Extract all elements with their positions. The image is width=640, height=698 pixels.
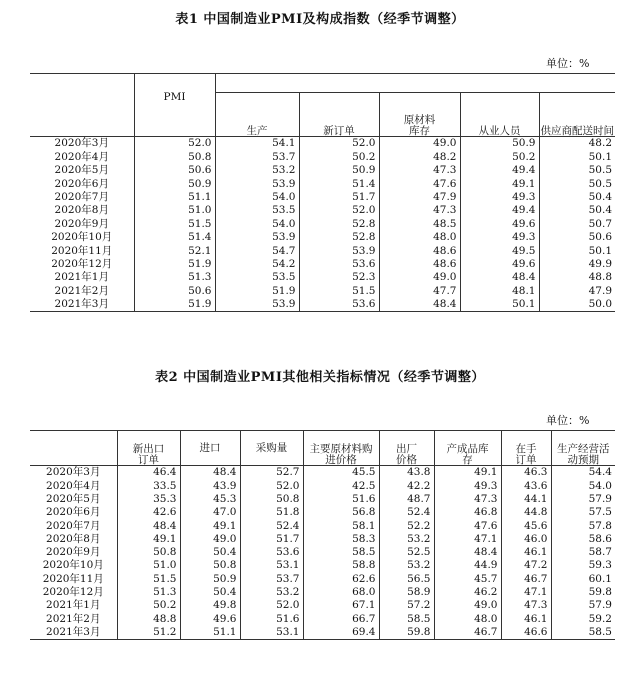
value-cell: 49.4 — [460, 204, 539, 217]
table2-row — [30, 546, 615, 559]
row-month-label: 2021年2月 — [54, 284, 109, 297]
value-cell: 46.4 — [117, 466, 180, 480]
table1-row — [30, 191, 615, 204]
value-cell: 50.6 — [134, 284, 215, 297]
value-cell: 56.5 — [379, 572, 434, 585]
value-cell: 50.4 — [539, 191, 615, 204]
row-month-label: 2021年3月 — [30, 298, 134, 312]
value-cell: 47.1 — [501, 586, 551, 599]
table2-row — [30, 572, 615, 585]
value-cell: 50.9 — [134, 177, 215, 190]
value-cell: 43.6 — [501, 479, 551, 492]
value-cell: 57.9 — [551, 599, 615, 612]
row-month-label: 2020年12月 — [51, 257, 113, 270]
header-supplier-delivery-time: 供应商配送时间 — [539, 93, 615, 137]
value-cell: 58.3 — [303, 532, 379, 545]
value-cell: 51.8 — [240, 506, 303, 519]
value-cell: 53.6 — [240, 546, 303, 559]
value-cell: 35.3 — [117, 493, 180, 506]
row-month-label: 2021年2月 — [46, 612, 101, 625]
row-month-label: 2020年8月 — [46, 532, 101, 545]
row-month-label: 2020年12月 — [42, 586, 104, 599]
value-cell: 50.4 — [539, 204, 615, 217]
value-cell: 51.0 — [117, 559, 180, 572]
value-cell: 51.7 — [240, 532, 303, 545]
value-cell: 46.3 — [501, 466, 551, 480]
table1-unit: 单位：% — [546, 57, 590, 70]
table2-row — [30, 586, 615, 599]
value-cell: 59.3 — [551, 559, 615, 572]
table1-row — [30, 177, 615, 190]
value-cell: 42.5 — [303, 479, 379, 492]
value-cell: 53.2 — [379, 559, 434, 572]
value-cell: 50.9 — [180, 572, 240, 585]
value-cell: 54.1 — [215, 137, 299, 151]
value-cell: 51.0 — [134, 204, 215, 217]
value-cell: 50.2 — [299, 150, 379, 163]
row-month-label: 2021年1月 — [46, 599, 101, 612]
table2-row — [30, 493, 615, 506]
header-production: 生产 — [215, 93, 299, 137]
value-cell: 58.6 — [551, 532, 615, 545]
value-cell: 51.6 — [240, 612, 303, 625]
value-cell: 58.5 — [551, 626, 615, 640]
value-cell: 48.0 — [379, 231, 460, 244]
value-cell: 58.5 — [303, 546, 379, 559]
value-cell: 51.5 — [117, 572, 180, 585]
value-cell: 51.9 — [215, 284, 299, 297]
value-cell: 47.9 — [539, 284, 615, 297]
value-cell: 51.5 — [299, 284, 379, 297]
row-month-label: 2020年5月 — [54, 164, 109, 177]
value-cell: 44.1 — [501, 493, 551, 506]
value-cell: 49.6 — [180, 612, 240, 625]
value-cell: 51.1 — [134, 191, 215, 204]
value-cell: 46.7 — [434, 626, 501, 640]
value-cell: 50.9 — [460, 137, 539, 151]
value-cell: 45.7 — [434, 572, 501, 585]
table1-corner — [30, 74, 134, 137]
value-cell: 54.0 — [551, 479, 615, 492]
table2-row — [30, 479, 615, 492]
value-cell: 50.8 — [180, 559, 240, 572]
row-month-label: 2020年3月 — [46, 466, 101, 479]
value-cell: 51.7 — [299, 191, 379, 204]
table2-title: 表2 中国制造业PMI其他相关指标情况（经季节调整） — [155, 370, 485, 385]
row-month-label: 2020年4月 — [46, 479, 101, 492]
table1-row — [30, 244, 615, 257]
value-cell: 50.9 — [299, 164, 379, 177]
value-cell: 54.0 — [215, 191, 299, 204]
value-cell: 54.4 — [551, 466, 615, 480]
value-cell: 52.5 — [379, 546, 434, 559]
value-cell: 49.1 — [180, 519, 240, 532]
value-cell: 49.1 — [117, 532, 180, 545]
table1-row — [30, 137, 615, 151]
value-cell: 68.0 — [303, 586, 379, 599]
row-month-label: 2021年3月 — [30, 626, 117, 640]
header-raw-material-inventory: 原材料库存 — [379, 93, 460, 137]
row-month-label: 2020年7月 — [46, 519, 101, 532]
value-cell: 49.1 — [460, 177, 539, 190]
value-cell: 49.5 — [460, 244, 539, 257]
value-cell: 49.0 — [379, 137, 460, 151]
value-cell: 49.3 — [434, 479, 501, 492]
table1-row — [30, 217, 615, 230]
header-raw-material-price: 主要原材料购进价格 — [303, 431, 379, 466]
value-cell: 54.0 — [215, 217, 299, 230]
value-cell: 50.4 — [180, 546, 240, 559]
value-cell: 48.4 — [434, 546, 501, 559]
table1-row — [30, 150, 615, 163]
row-month-label: 2020年11月 — [51, 244, 113, 257]
value-cell: 44.8 — [501, 506, 551, 519]
value-cell: 51.3 — [134, 271, 215, 284]
pmi-components-table — [30, 73, 615, 312]
value-cell: 50.1 — [460, 298, 539, 312]
value-cell: 48.4 — [460, 271, 539, 284]
value-cell: 53.5 — [215, 204, 299, 217]
header-new-orders: 新订单 — [299, 93, 379, 137]
value-cell: 47.0 — [180, 506, 240, 519]
value-cell: 46.8 — [434, 506, 501, 519]
value-cell: 43.9 — [180, 479, 240, 492]
value-cell: 47.6 — [379, 177, 460, 190]
header-group — [215, 74, 615, 93]
value-cell: 48.4 — [117, 519, 180, 532]
value-cell: 51.4 — [299, 177, 379, 190]
value-cell: 58.1 — [303, 519, 379, 532]
value-cell: 48.2 — [539, 137, 615, 151]
row-month-label: 2020年10月 — [51, 231, 113, 244]
table2-row — [30, 559, 615, 572]
table2-row — [30, 626, 615, 640]
value-cell: 47.3 — [379, 164, 460, 177]
value-cell: 52.8 — [299, 231, 379, 244]
value-cell: 49.4 — [460, 164, 539, 177]
value-cell: 46.1 — [501, 612, 551, 625]
table1-row — [30, 231, 615, 244]
value-cell: 52.1 — [134, 244, 215, 257]
value-cell: 52.8 — [299, 217, 379, 230]
value-cell: 53.2 — [215, 164, 299, 177]
value-cell: 53.6 — [299, 258, 379, 271]
value-cell: 48.2 — [379, 150, 460, 163]
row-month-label: 2020年5月 — [46, 492, 101, 505]
value-cell: 46.0 — [501, 532, 551, 545]
value-cell: 47.9 — [379, 191, 460, 204]
value-cell: 53.2 — [240, 586, 303, 599]
table2-row — [30, 612, 615, 625]
value-cell: 50.1 — [539, 150, 615, 163]
row-month-label: 2020年7月 — [54, 191, 109, 203]
value-cell: 50.5 — [539, 177, 615, 190]
value-cell: 47.3 — [501, 599, 551, 612]
value-cell: 49.1 — [434, 466, 501, 480]
value-cell: 53.9 — [215, 298, 299, 312]
value-cell: 48.7 — [379, 493, 434, 506]
value-cell: 52.4 — [379, 506, 434, 519]
value-cell: 53.6 — [299, 298, 379, 312]
value-cell: 45.3 — [180, 493, 240, 506]
table2-row — [30, 519, 615, 532]
value-cell: 50.1 — [539, 244, 615, 257]
value-cell: 52.7 — [240, 466, 303, 480]
value-cell: 58.5 — [379, 612, 434, 625]
value-cell: 48.5 — [379, 217, 460, 230]
value-cell: 51.5 — [134, 217, 215, 230]
value-cell: 52.0 — [134, 137, 215, 151]
value-cell: 53.9 — [299, 244, 379, 257]
table1-row — [30, 298, 615, 312]
value-cell: 50.5 — [539, 164, 615, 177]
row-month-label: 2020年9月 — [54, 217, 109, 230]
value-cell: 53.7 — [215, 150, 299, 163]
value-cell: 50.2 — [117, 599, 180, 612]
value-cell: 57.2 — [379, 599, 434, 612]
value-cell: 42.6 — [117, 506, 180, 519]
value-cell: 42.2 — [379, 479, 434, 492]
value-cell: 50.0 — [539, 298, 615, 312]
value-cell: 47.3 — [434, 493, 501, 506]
value-cell: 45.5 — [303, 466, 379, 480]
value-cell: 53.2 — [379, 532, 434, 545]
value-cell: 46.1 — [501, 546, 551, 559]
value-cell: 50.8 — [117, 546, 180, 559]
table2-row — [30, 466, 615, 480]
value-cell: 51.1 — [180, 626, 240, 640]
value-cell: 51.9 — [134, 298, 215, 312]
value-cell: 49.6 — [460, 258, 539, 271]
value-cell: 53.1 — [240, 626, 303, 640]
value-cell: 53.7 — [240, 572, 303, 585]
header-employment: 从业人员 — [460, 93, 539, 137]
value-cell: 50.8 — [134, 150, 215, 163]
header-backlog-orders: 在手订单 — [501, 431, 551, 466]
value-cell: 45.6 — [501, 519, 551, 532]
value-cell: 46.2 — [434, 586, 501, 599]
value-cell: 60.1 — [551, 572, 615, 585]
table1-row — [30, 284, 615, 297]
table2-row — [30, 532, 615, 545]
row-month-label: 2020年9月 — [46, 546, 101, 559]
value-cell: 49.0 — [434, 599, 501, 612]
header-imports: 进口 — [180, 431, 240, 466]
table2-unit: 单位：% — [546, 414, 590, 427]
value-cell: 59.2 — [551, 612, 615, 625]
value-cell: 48.4 — [180, 466, 240, 480]
value-cell: 51.4 — [134, 231, 215, 244]
table1-row — [30, 271, 615, 284]
table1-row — [30, 258, 615, 271]
table1-title: 表1 中国制造业PMI及构成指数（经季节调整） — [175, 12, 465, 27]
value-cell: 51.6 — [303, 493, 379, 506]
value-cell: 47.7 — [379, 284, 460, 297]
value-cell: 50.6 — [539, 231, 615, 244]
value-cell: 67.1 — [303, 599, 379, 612]
value-cell: 47.2 — [501, 559, 551, 572]
value-cell: 58.9 — [379, 586, 434, 599]
value-cell: 50.8 — [240, 493, 303, 506]
value-cell: 48.6 — [379, 244, 460, 257]
table1-row — [30, 164, 615, 177]
value-cell: 52.0 — [240, 599, 303, 612]
value-cell: 51.3 — [117, 586, 180, 599]
row-month-label: 2020年6月 — [46, 506, 101, 519]
value-cell: 66.7 — [303, 612, 379, 625]
value-cell: 51.9 — [134, 258, 215, 271]
value-cell: 54.2 — [215, 258, 299, 271]
value-cell: 48.0 — [434, 612, 501, 625]
value-cell: 48.8 — [117, 612, 180, 625]
table2-corner — [30, 431, 117, 466]
value-cell: 49.3 — [460, 231, 539, 244]
pmi-other-indicators-table — [30, 430, 615, 640]
value-cell: 52.3 — [299, 271, 379, 284]
value-cell: 50.6 — [134, 164, 215, 177]
value-cell: 62.6 — [303, 572, 379, 585]
value-cell: 49.8 — [180, 599, 240, 612]
header-ex-factory-price: 出厂价格 — [379, 431, 434, 466]
value-cell: 53.9 — [215, 231, 299, 244]
value-cell: 58.8 — [303, 559, 379, 572]
value-cell: 49.9 — [539, 258, 615, 271]
value-cell: 47.3 — [379, 204, 460, 217]
header-pmi: PMI — [134, 74, 215, 137]
value-cell: 50.7 — [539, 217, 615, 230]
value-cell: 48.8 — [539, 271, 615, 284]
row-month-label: 2020年10月 — [42, 559, 104, 572]
header-new-export-orders: 新出口订单 — [117, 431, 180, 466]
value-cell: 57.8 — [551, 519, 615, 532]
value-cell: 49.6 — [460, 217, 539, 230]
value-cell: 57.5 — [551, 506, 615, 519]
value-cell: 48.4 — [379, 298, 460, 312]
value-cell: 59.8 — [379, 626, 434, 640]
value-cell: 53.9 — [215, 177, 299, 190]
header-purchase-volume: 采购量 — [240, 431, 303, 466]
header-finished-goods-inventory: 产成品库存 — [434, 431, 501, 466]
value-cell: 54.7 — [215, 244, 299, 257]
row-month-label: 2020年6月 — [54, 177, 109, 190]
value-cell: 56.8 — [303, 506, 379, 519]
value-cell: 52.2 — [379, 519, 434, 532]
table1-row — [30, 204, 615, 217]
value-cell: 58.7 — [551, 546, 615, 559]
value-cell: 69.4 — [303, 626, 379, 640]
value-cell: 47.1 — [434, 532, 501, 545]
value-cell: 52.0 — [240, 479, 303, 492]
value-cell: 47.6 — [434, 519, 501, 532]
value-cell: 53.1 — [240, 559, 303, 572]
value-cell: 52.0 — [299, 137, 379, 151]
value-cell: 50.4 — [180, 586, 240, 599]
row-month-label: 2020年11月 — [42, 572, 104, 585]
table2-row — [30, 599, 615, 612]
row-month-label: 2020年3月 — [54, 137, 109, 150]
value-cell: 46.6 — [501, 626, 551, 640]
header-business-expectation: 生产经营活动预期 — [551, 431, 615, 466]
value-cell: 48.1 — [460, 284, 539, 297]
value-cell: 59.8 — [551, 586, 615, 599]
value-cell: 33.5 — [117, 479, 180, 492]
value-cell: 43.8 — [379, 466, 434, 480]
value-cell: 49.3 — [460, 191, 539, 204]
row-month-label: 2020年4月 — [54, 150, 109, 163]
value-cell: 49.0 — [180, 532, 240, 545]
value-cell: 51.2 — [117, 626, 180, 640]
value-cell: 44.9 — [434, 559, 501, 572]
row-month-label: 2020年8月 — [54, 204, 109, 217]
value-cell: 50.2 — [460, 150, 539, 163]
value-cell: 49.0 — [379, 271, 460, 284]
value-cell: 57.9 — [551, 493, 615, 506]
row-month-label: 2021年1月 — [54, 271, 109, 284]
value-cell: 52.4 — [240, 519, 303, 532]
table2-row — [30, 506, 615, 519]
value-cell: 52.0 — [299, 204, 379, 217]
value-cell: 48.6 — [379, 258, 460, 271]
value-cell: 46.7 — [501, 572, 551, 585]
value-cell: 53.5 — [215, 271, 299, 284]
